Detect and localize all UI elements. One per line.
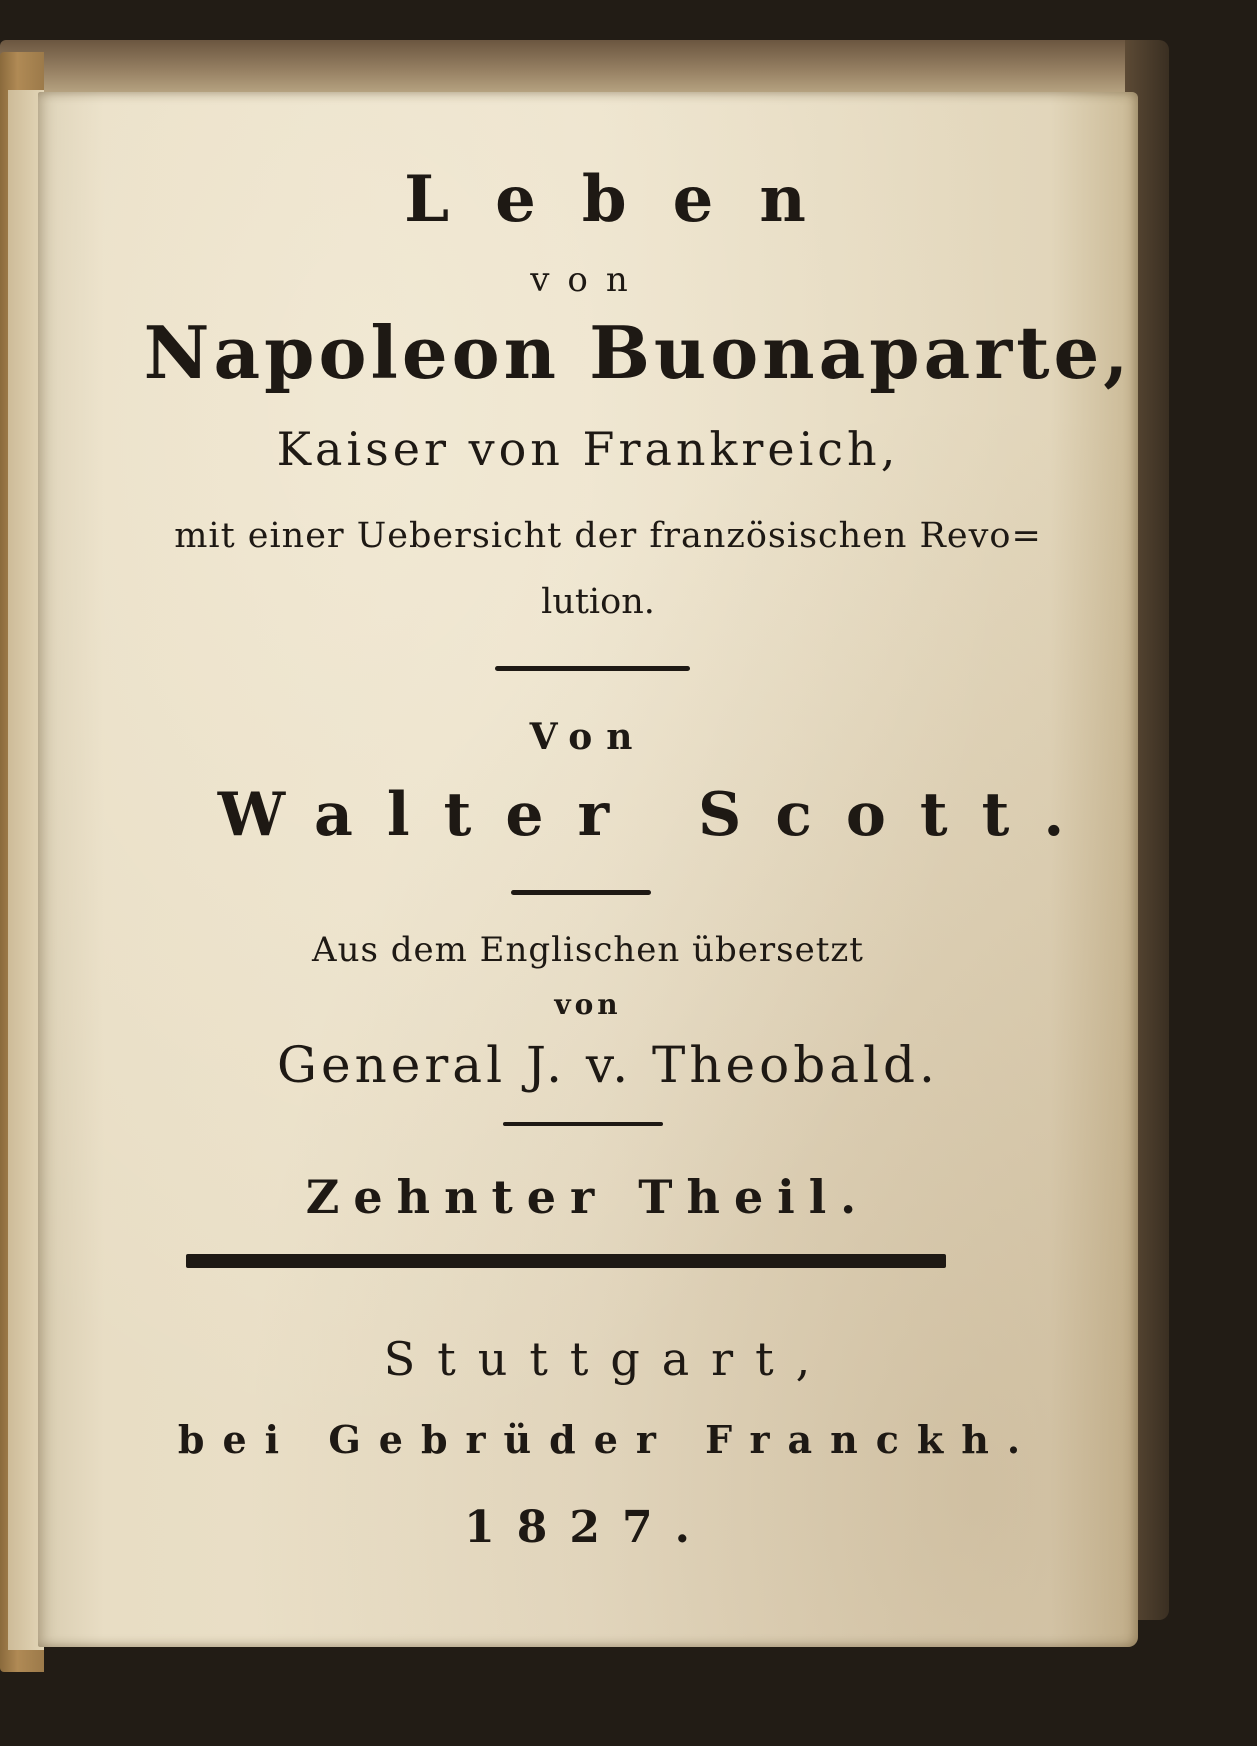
translator-name: General J. v. Theobald. bbox=[277, 1036, 939, 1094]
author-name: Walter Scott. bbox=[217, 780, 1099, 850]
divider-rule-2 bbox=[511, 890, 651, 895]
imprint-city: Stuttgart, bbox=[383, 1332, 833, 1386]
book-cover-top-edge bbox=[0, 40, 1165, 95]
divider-rule-3 bbox=[503, 1122, 663, 1126]
translation-note: Aus dem Englischen übersetzt bbox=[312, 930, 864, 970]
subtitle-line-1: mit einer Uebersicht der französischen Revo= bbox=[174, 516, 1042, 556]
subject-title: Kaiser von Frankreich, bbox=[276, 422, 900, 476]
title-page bbox=[38, 92, 1138, 1647]
divider-rule-1 bbox=[495, 666, 690, 671]
imprint-year: 1827. bbox=[464, 1502, 712, 1553]
imprint-publisher: bei Gebrüder Franckh. bbox=[177, 1417, 1039, 1462]
translator-von: von bbox=[554, 988, 622, 1021]
subject-name: Napoleon Buonaparte, bbox=[143, 310, 1133, 395]
title-leben: Leben bbox=[404, 162, 852, 237]
divider-rule-thick bbox=[186, 1254, 946, 1268]
author-von: Von bbox=[529, 716, 647, 758]
volume-label: Zehnter Theil. bbox=[305, 1170, 871, 1224]
title-von: von bbox=[530, 260, 646, 300]
subtitle-line-2: lution. bbox=[541, 582, 655, 622]
